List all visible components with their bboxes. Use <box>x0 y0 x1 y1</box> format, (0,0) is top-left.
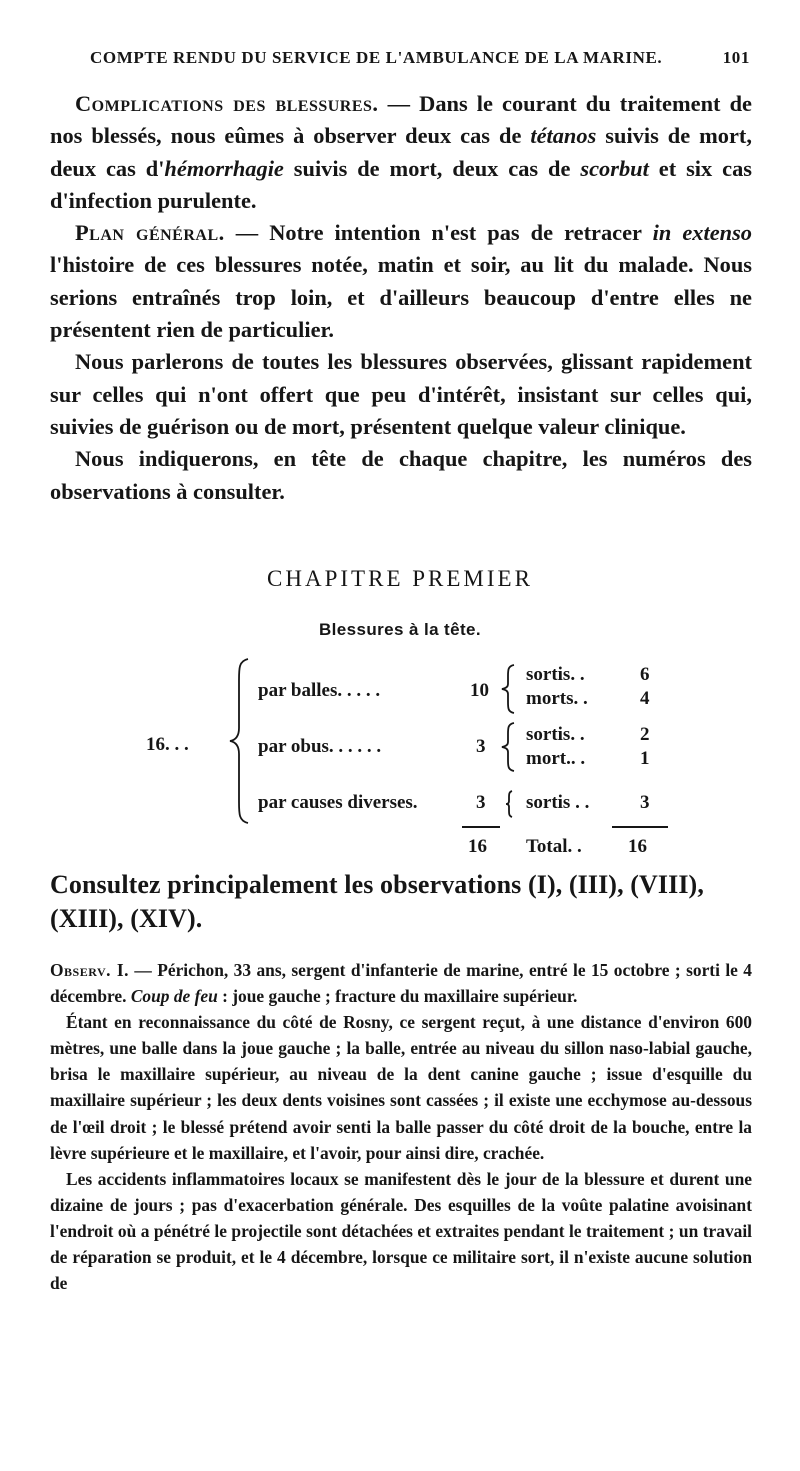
page-number: 101 <box>722 48 750 67</box>
running-title: COMPTE RENDU DU SERVICE DE L'AMBULANCE DE LA MARINE. <box>90 48 663 67</box>
total-rule <box>612 826 668 828</box>
total-value: 16 <box>628 836 647 857</box>
term-hemorrhagie: hémorrhagie <box>164 155 284 181</box>
observation-heading <box>50 957 752 1009</box>
term-in-extenso: in extenso <box>652 220 752 246</box>
table-total-label: 16. . . <box>146 734 189 755</box>
outcome-value: 2 <box>640 724 650 745</box>
term-coup-de-feu: Coup de feu <box>130 986 218 1007</box>
observation-1 <box>50 957 752 1296</box>
sum-count: 16 <box>468 836 487 857</box>
consult-note: Consultez principalement les observations (I), (III), (VIII), (XIII), (XIV). <box>50 870 704 933</box>
left-brace <box>228 658 250 824</box>
text-run: : joue gauche ; fracture du maxillaire supérieur. <box>217 986 578 1007</box>
paragraph-indications: Nous indiquerons, en tête de chaque chapitre, les numéros des observations à consulter. <box>50 446 752 504</box>
observation-paragraph: Les accidents inflammatoires locaux se manifestent dès le jour de la blessure et durent une dizaine de jours ; pas d'exacerbation générale. Des esquilles de la voûte palatine avoisinant l'endroit où a pénétré le projectile sont détachées et extraites pendant le traitement ; un travail de réparation se produit, et le 4 décembre, lorsque ce militaire sort, il n'existe aucune solution de <box>50 1168 752 1294</box>
text-run: — Dans le courant du traitement de nos blessés, nous eûmes à observer deux cas de <box>50 91 752 149</box>
small-brace <box>500 664 516 714</box>
outcome-label: sortis . . <box>526 792 590 813</box>
term-tetanos: tétanos <box>530 123 597 149</box>
section-title: Blessures à la tête. <box>318 620 482 639</box>
text-run: suivis de mort, deux cas d' <box>50 123 752 181</box>
outcome-label: sortis. . <box>526 724 585 745</box>
row-cause: par causes diverses. <box>258 792 418 813</box>
text-run: — Périchon, 33 ans, sergent d'infanterie de marine, entré le 15 octobre ; sorti le 4 décembre. <box>50 960 753 1007</box>
plan-heading: Plan général. <box>75 220 225 246</box>
row-cause: par balles. . . . . <box>258 680 381 701</box>
small-brace <box>504 790 514 818</box>
text-run: suivis de mort, deux cas de <box>283 155 581 181</box>
outcome-value: 4 <box>640 688 650 709</box>
text-run: et six cas d'infection purulente. <box>50 155 752 213</box>
complications-heading: Complications des blessures. <box>75 91 379 116</box>
outcome-label: sortis. . <box>526 664 585 685</box>
row-count: 3 <box>476 792 486 813</box>
outcome-value: 6 <box>640 664 650 685</box>
total-row-label: Total. . <box>526 836 582 857</box>
outcome-value: 1 <box>640 748 650 769</box>
observation-label: Observ. I. <box>50 960 130 980</box>
text-run: l'histoire de ces blessures notée, matin et soir, au lit du malade. Nous serions entraînés trop loin, et d'ailleurs beaucoup d'entre elles ne présentent rien de particulier. <box>50 252 752 343</box>
small-brace <box>500 722 516 772</box>
observation-paragraph: Étant en reconnaissance du côté de Rosny, ce sergent reçut, à une distance d'environ 600 mètres, une balle dans la joue gauche ; la balle, entrée au niveau du sillon naso-labial gauche, brisa le maxillaire supérieur, au niveau de la dent canine gauche ; issue d'esquille du maxillaire supérieur ; les deux dents voisines sont cassées ; il existe une ecchymose au-dessous de l'œil droit ; le blessé prétend avoir senti la balle passer du côté droit de la bouche, entre la lèvre supérieure et le maxillaire, et l'avoir, pour ainsi dire, crachée. <box>50 1012 752 1163</box>
paragraph-blessures: Nous parlerons de toutes les blessures observées, glissant rapidement sur celles qui n'ont offert que peu d'intérêt, insistant sur celles qui, suivies de guérison ou de mort, présentent quelque valeur clinique. <box>50 349 752 439</box>
outcome-value: 3 <box>640 792 650 813</box>
chapter-title: CHAPITRE PREMIER <box>267 566 533 591</box>
term-scorbut: scorbut <box>580 155 649 181</box>
text-run: — Notre intention n'est pas de retracer <box>224 220 653 246</box>
outcome-label: mort.. . <box>526 748 586 769</box>
sum-rule <box>462 826 500 828</box>
row-cause: par obus. . . . . . <box>258 736 382 757</box>
outcome-label: morts. . <box>526 688 588 709</box>
row-count: 10 <box>470 680 489 701</box>
row-count: 3 <box>476 736 486 757</box>
